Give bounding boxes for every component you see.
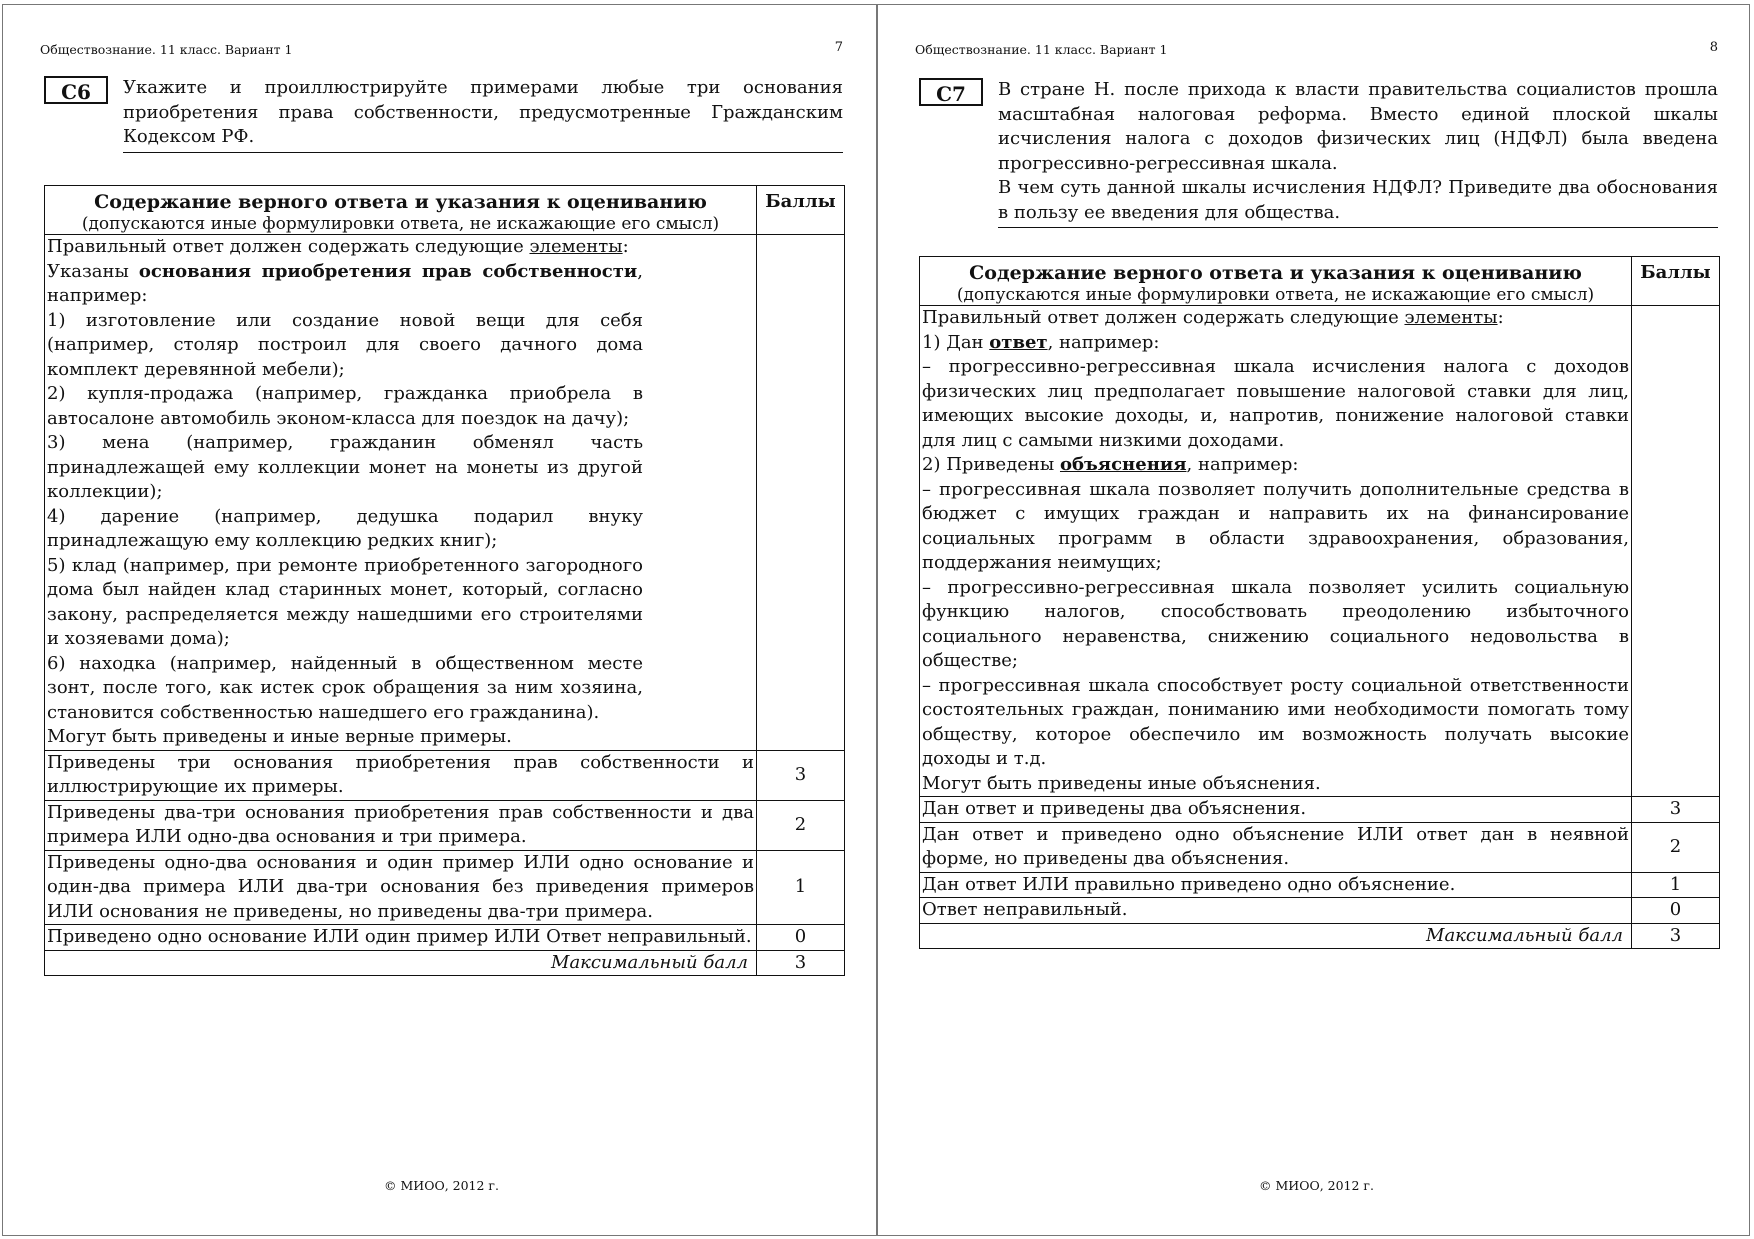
empty-points-cell bbox=[757, 235, 845, 751]
criterion-text bbox=[920, 797, 1632, 823]
closing-note: Могут быть приведены иные объяснения. bbox=[922, 772, 1321, 794]
task-text bbox=[998, 78, 1718, 228]
intro-colon: : bbox=[622, 236, 629, 257]
intro-line bbox=[47, 235, 643, 260]
table-header-row bbox=[920, 257, 1720, 306]
task-statement: Укажите и проиллюстрируйте примерами любые три основания приобретения права собственности, предусмотренные Гражданским Кодексом РФ. bbox=[123, 77, 843, 147]
intro-line bbox=[922, 306, 1629, 331]
table-header-row bbox=[45, 186, 845, 235]
page-number: 7 bbox=[834, 40, 843, 55]
answer-line bbox=[922, 331, 1629, 356]
criterion-text bbox=[45, 750, 757, 800]
max-score-label: Максимальный балл bbox=[920, 923, 1632, 949]
table-row bbox=[45, 925, 845, 951]
max-score-value: 3 bbox=[1632, 923, 1720, 949]
criterion-points: 3 bbox=[757, 750, 845, 800]
criterion-points: 2 bbox=[1632, 822, 1720, 872]
criterion-line: Дан ответ ИЛИ правильно приведено одно объяснение. bbox=[922, 873, 1456, 895]
criterion-text bbox=[45, 925, 757, 951]
max-score-value: 3 bbox=[757, 950, 845, 976]
header-points: Баллы bbox=[1632, 257, 1720, 306]
max-score-row bbox=[45, 950, 845, 976]
grading-table bbox=[44, 185, 845, 976]
answer-keyword: ответ bbox=[989, 331, 1048, 353]
task-text bbox=[123, 76, 843, 153]
table-row bbox=[920, 797, 1720, 823]
criterion-line: Дан ответ и приведены два объяснения. bbox=[922, 798, 1307, 819]
criterion-points: 0 bbox=[1632, 898, 1720, 924]
criterion-points: 1 bbox=[1632, 872, 1720, 898]
list-item: 5) клад (например, при ремонте приобретенного загородного дома был найден клад старинных монет, который, согласно закону, распределяется между нашедшими его строителями и хозяевами дома); bbox=[47, 554, 643, 649]
list-item: – прогрессивная шкала позволяет получить дополнительные средства в бюджет с имущих граждан и направить их на финансирование социальных программ в области здравоохранения, образования, поддержания неимущих; bbox=[922, 478, 1629, 573]
criterion-line: Приведено одно основание ИЛИ один пример ИЛИ Ответ неправильный. bbox=[47, 926, 752, 947]
empty-points-cell bbox=[1632, 306, 1720, 797]
intro-underlined: элементы bbox=[529, 236, 623, 257]
criterion-text bbox=[45, 800, 757, 850]
page-divider bbox=[876, 4, 878, 1236]
criterion-text bbox=[920, 822, 1632, 872]
max-score-label: Максимальный балл bbox=[45, 950, 757, 976]
criterion-points: 1 bbox=[757, 850, 845, 925]
explanations-line bbox=[922, 453, 1629, 478]
bases-text: Указаны bbox=[47, 260, 139, 282]
task-code: С6 bbox=[44, 76, 108, 104]
answer-prefix: 1) Дан bbox=[922, 331, 990, 353]
header-cell bbox=[45, 186, 757, 235]
criterion-text bbox=[920, 898, 1632, 924]
max-score-row bbox=[920, 923, 1720, 949]
list-item: 4) дарение (например, дедушка подарил внуку принадлежащую ему коллекцию редких книг); bbox=[47, 505, 643, 551]
table-row bbox=[45, 850, 845, 925]
table-row bbox=[920, 898, 1720, 924]
header-subtitle: (допускаются иные формулировки ответа, не искажающие его смысл) bbox=[956, 285, 1595, 305]
explanations-prefix: 2) Приведены bbox=[922, 454, 1060, 475]
table-row bbox=[45, 800, 845, 850]
page-header: Обществознание. 11 класс. Вариант 1 bbox=[40, 42, 293, 57]
list-item: 1) изготовление или создание новой вещи для себя (например, столяр построил для своего дачного дома комплект деревянной мебели); bbox=[47, 309, 643, 380]
grading-table bbox=[919, 256, 1720, 949]
bases-suffix: , например: bbox=[47, 260, 643, 306]
criterion-points: 2 bbox=[757, 800, 845, 850]
page-footer: © МИОО, 2012 г. bbox=[384, 1178, 499, 1193]
table-row bbox=[920, 822, 1720, 872]
criterion-text bbox=[920, 872, 1632, 898]
criterion-line: Дан ответ и приведено одно объяснение ИЛИ ответ дан в неявной форме, но приведены два объяснения. bbox=[922, 823, 1629, 869]
task-statement: В стране Н. после прихода к власти правительства социалистов прошла масштабная налоговая реформа. Вместо единой плоской шкалы исчисления налога с доходов физических лиц (НДФЛ) была введена прогрессивно-регрессивная шкала. bbox=[998, 79, 1718, 174]
list-item: 2) купля-продажа (например, гражданка приобрела в автосалоне автомобиль эконом-класса для поездок на дачу); bbox=[47, 383, 643, 429]
intro-colon: : bbox=[1497, 307, 1504, 328]
answer-text: – прогрессивно-регрессивная шкала исчисления налога с доходов физических лиц предполагает повышение налоговой ставки для лиц, имеющих высокие доходы, и, напротив, понижение налоговой ставки для лиц с самыми низкими доходами. bbox=[922, 356, 1629, 451]
list-item: 3) мена (например, гражданин обменял часть принадлежащей ему коллекции монет на монеты из другой коллекции); bbox=[47, 432, 643, 502]
header-title: Содержание верного ответа и указания к оцениванию bbox=[969, 262, 1582, 284]
table-row bbox=[45, 750, 845, 800]
answer-content-row bbox=[45, 235, 845, 751]
list-item: – прогрессивная шкала способствует росту социальной ответственности состоятельных граждан, пониманию ими необходимости помогать тому обществу, которое обеспечило им возможность получать высокие доходы и т.д. bbox=[922, 674, 1629, 769]
answer-suffix: , например: bbox=[1047, 331, 1160, 353]
criterion-points: 3 bbox=[1632, 797, 1720, 823]
criterion-points: 0 bbox=[757, 925, 845, 951]
task-c7 bbox=[919, 78, 1718, 228]
bases-line bbox=[47, 260, 643, 309]
list-item: 6) находка (например, найденный в общественном месте зонт, после того, как истек срок обращения за ним хозяина, становится собственностью нашедшего его гражданина). bbox=[47, 652, 643, 723]
table-row bbox=[920, 872, 1720, 898]
intro-underlined: элементы bbox=[1404, 307, 1498, 328]
criterion-text bbox=[45, 850, 757, 925]
list-item: – прогрессивно-регрессивная шкала позволяет усилить социальную функцию налогов, способствовать преодолению избыточного социального неравенства, снижению социального недовольства в обществе; bbox=[922, 576, 1629, 671]
criterion-line: Ответ неправильный. bbox=[922, 899, 1128, 920]
page-header: Обществознание. 11 класс. Вариант 1 bbox=[915, 42, 1168, 57]
header-subtitle: (допускаются иные формулировки ответа, не искажающие его смысл) bbox=[81, 214, 720, 234]
page-number: 8 bbox=[1709, 40, 1718, 55]
page-footer: © МИОО, 2012 г. bbox=[1259, 1178, 1374, 1193]
task-code: С7 bbox=[919, 78, 983, 106]
explanations-keyword: объяснения bbox=[1059, 454, 1187, 475]
task-question: В чем суть данной шкалы исчисления НДФЛ? Приведите два обоснования в пользу ее введения для общества. bbox=[998, 177, 1718, 223]
closing-note: Могут быть приведены и иные верные примеры. bbox=[47, 726, 512, 747]
criterion-line: Приведены одно-два основания и один пример ИЛИ одно основание и один-два примера ИЛИ два-три основания без приведения примеров ИЛИ основания не приведены, но приведены два-три примера. bbox=[47, 851, 754, 922]
header-points: Баллы bbox=[757, 186, 845, 235]
answer-content bbox=[45, 235, 757, 751]
answer-content bbox=[920, 306, 1632, 797]
header-cell bbox=[920, 257, 1632, 306]
answer-content-column bbox=[47, 235, 643, 750]
bases-bold: основания приобретения прав собственности bbox=[138, 260, 638, 282]
intro-text: Правильный ответ должен содержать следующие bbox=[47, 236, 530, 257]
criterion-line: Приведены два-три основания приобретения прав собственности и два примера ИЛИ одно-два основания и три примера. bbox=[47, 801, 754, 847]
criterion-line: Приведены три основания приобретения прав собственности и иллюстрирующие их примеры. bbox=[47, 751, 754, 797]
answer-content-row bbox=[920, 306, 1720, 797]
intro-text: Правильный ответ должен содержать следующие bbox=[922, 307, 1405, 328]
task-c6 bbox=[44, 76, 843, 153]
explanations-suffix: , например: bbox=[1186, 454, 1299, 475]
header-title: Содержание верного ответа и указания к оцениванию bbox=[94, 191, 707, 213]
